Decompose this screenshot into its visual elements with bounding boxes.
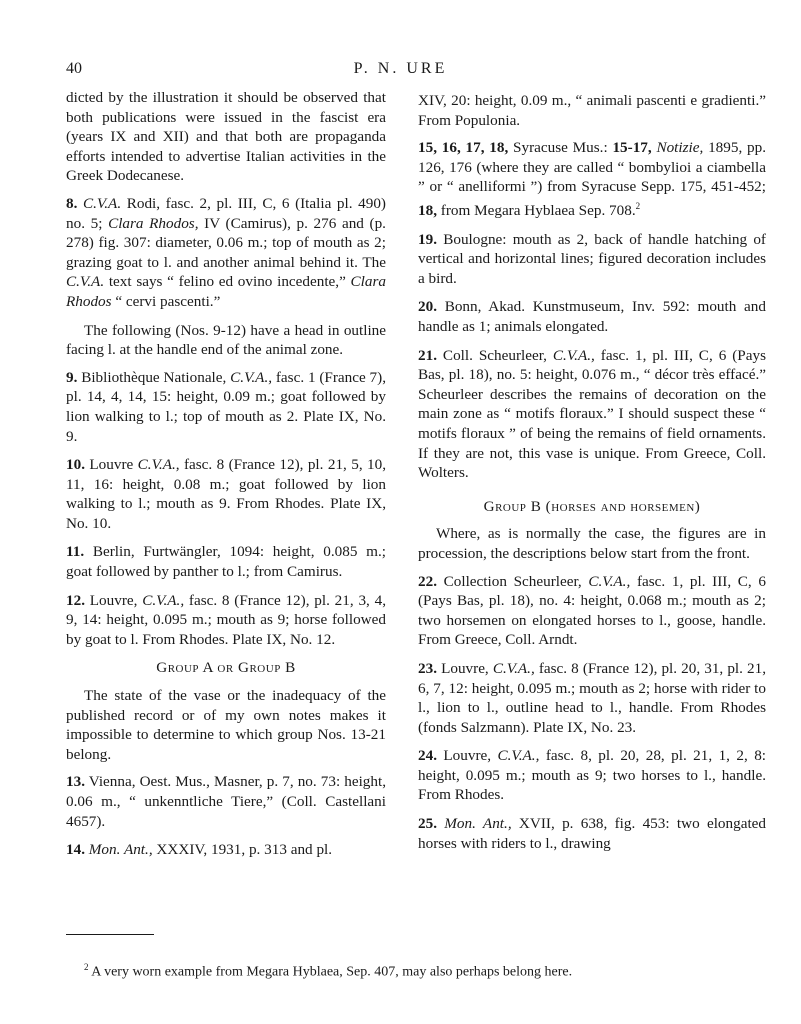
entry-11 bbox=[66, 542, 386, 581]
section-heading-group-b: Group B (horses and horsemen) bbox=[483, 497, 701, 515]
entry-8 bbox=[66, 194, 386, 312]
entry-19-a: Boulogne: mouth as 2, back of handle hatching of vertical and horizontal lines; figured decoration includes a bird. bbox=[418, 230, 766, 287]
entry-12-b: C.V.A., bbox=[142, 591, 185, 609]
entry-8-e: C.V.A. bbox=[66, 273, 105, 291]
entry-24-a: Louvre, bbox=[436, 747, 498, 765]
entry-22-c: fasc. 1, pl. III, C, 6 (Pays Bas, pl. 18), no. 4: height, 0.068 m.; mouth as 2; two horsemen on elongated horses to l., goose, handle. From Greece, Coll. Arndt. bbox=[418, 572, 766, 649]
entry-number: 8. bbox=[66, 194, 78, 212]
entry-13 bbox=[66, 772, 386, 831]
entry-15-c: Notizie, bbox=[651, 139, 704, 157]
entry-14-b: XXXIV, 1931, p. 313 and pl. bbox=[152, 841, 333, 859]
entry-10 bbox=[66, 455, 386, 533]
entry-9 bbox=[66, 368, 386, 446]
footnote-number: 2 bbox=[84, 962, 89, 972]
entry-8-a: C.V.A. bbox=[77, 194, 122, 212]
entry-number: 11. bbox=[66, 543, 85, 561]
running-head: P. N. URE bbox=[353, 60, 448, 77]
entry-12 bbox=[66, 591, 386, 650]
footnote-text: A very worn example from Megara Hyblaea, Sep. 407, may also perhaps belong here. bbox=[88, 964, 573, 980]
entry-22-a: Collection Scheurleer, bbox=[436, 572, 589, 590]
entry-12-c: fasc. 8 (France 12), pl. 21, 3, 4, 9, 14: height, 0.095 m.; mouth as 9; horse followed by goat to l. From Rhodes. Plate IX, No. 12. bbox=[66, 591, 386, 648]
entry-25-b: XVII, p. 638, fig. 453: two elongated horses with riders to l., drawing bbox=[418, 815, 766, 852]
entry-15-e: 18, bbox=[418, 202, 437, 220]
entry-22-b: C.V.A., bbox=[588, 572, 631, 590]
entry-13-a: Vienna, Oest. Mus., Masner, p. 7, no. 73: height, 0.06 m., “ unkenntliche Tiere,” (Coll. Castellani 4657). bbox=[66, 773, 386, 830]
entry-14-continued: XIV, 20: height, 0.09 m., “ animali pascenti e gradienti.” From Populonia. bbox=[418, 92, 766, 129]
entry-8-d: IV (Camirus), p. 276 and (p. 278) fig. 307: diameter, 0.06 m.; top of mouth as 2; grazing goat to l. and another animal behind it. The bbox=[66, 214, 386, 271]
entry-12-a: Louvre, bbox=[84, 591, 143, 609]
entry-20-a: Bonn, Akad. Kunstmuseum, Inv. 592: mouth and handle as 1; animals elongated. bbox=[418, 298, 766, 335]
where-paragraph: Where, as is normally the case, the figures are in procession, the descriptions below start from the front. bbox=[418, 525, 766, 562]
entry-15-b: 15-17, bbox=[612, 139, 652, 157]
entry-8-b: Rodi, fasc. 2, pl. III, C, 6 (Italia pl. 490) no. 5; bbox=[66, 194, 386, 232]
entry-number: 25. bbox=[418, 815, 437, 833]
entry-15-18 bbox=[418, 138, 766, 220]
entry-11-a: Berlin, Furtwängler, 1094: height, 0.085 m.; goat followed by panther to l.; from Camirus. bbox=[66, 543, 386, 581]
entry-20 bbox=[418, 297, 766, 336]
entry-number: 20. bbox=[418, 298, 437, 316]
entry-number: 19. bbox=[418, 230, 437, 248]
entry-15-d: 1895, pp. 126, 176 (where they are called “ bombylioi a ciambella ” or “ anelliformi ”) from Syracuse Sepp. 175, 451-452; bbox=[418, 139, 767, 196]
entry-8-g: Clara Rhodos bbox=[66, 273, 386, 310]
entry-9-a: Bibliothèque Nationale, bbox=[77, 368, 231, 386]
entry-15-a: Syracuse Mus.: bbox=[508, 139, 613, 157]
entry-19 bbox=[418, 230, 766, 289]
entry-number: 23. bbox=[418, 659, 437, 677]
entry-number: 24. bbox=[418, 747, 437, 765]
entry-22 bbox=[418, 572, 766, 650]
footnote-rule bbox=[66, 934, 154, 935]
entry-23-c: fasc. 8 (France 12), pl. 20, 31, pl. 21, 6, 7, 12: height, 0.095 m.; mouth as 2; horse with rider to l., lion to l., outline head to l., handle. From Rhodes (fonds Salzmann). Plate IX, No. 23. bbox=[418, 659, 767, 736]
state-paragraph: The state of the vase or the inadequacy of the published record or of my own notes makes it impossible to determine to which group Nos. 13-21 belong. bbox=[66, 687, 386, 763]
entry-14 bbox=[66, 840, 386, 860]
following-paragraph: The following (Nos. 9-12) have a head in outline facing l. at the handle end of the animal zone. bbox=[66, 321, 386, 359]
entry-9-c: fasc. 1 (France 7), pl. 14, 4, 14, 15: height, 0.09 m.; goat followed by lion walking to l.; top of mouth as 2. Plate IX, No. 9. bbox=[66, 368, 386, 445]
entry-8-f: text says “ felino ed ovino incedente,” bbox=[104, 273, 351, 291]
footnote-marker: 2 bbox=[635, 200, 641, 211]
entry-23 bbox=[418, 659, 766, 737]
right-column bbox=[418, 91, 766, 862]
entry-8-c: Clara Rhodos, bbox=[108, 214, 199, 232]
entry-23-b: C.V.A., bbox=[492, 659, 535, 677]
entry-21-b: C.V.A., bbox=[552, 346, 595, 364]
footnote bbox=[66, 958, 766, 982]
intro-paragraph: dicted by the illustration it should be observed that both publications were issued in the fascist era (years IX and XII) and that both are propaganda efforts intended to advertise Italian activities in the Greek Dodecanese. bbox=[66, 89, 386, 185]
entry-8-h: “ cervi pascenti.” bbox=[111, 292, 221, 310]
entry-21-a: Coll. Scheurleer, bbox=[436, 346, 553, 364]
entry-number: 9. bbox=[66, 368, 78, 386]
entry-21-c: fasc. 1, pl. III, C, 6 (Pays Bas, pl. 18), no. 5: height, 0.076 m., “ décor très effacé.” Scheurleer describes the remains of decoration on the main zone as “ motifs floraux.” I should suspect these “ motifs floraux ” of being the remains of field ornaments. If they are not, this vase is unique. From Greece, Coll. Wolters. bbox=[418, 346, 766, 482]
entry-number: 22. bbox=[418, 572, 437, 590]
entry-14-a: Mon. Ant., bbox=[84, 841, 153, 859]
entry-25-a: Mon. Ant., bbox=[436, 815, 512, 833]
entry-24-b: C.V.A., bbox=[497, 747, 540, 765]
entry-25 bbox=[418, 814, 766, 853]
entry-24-c: fasc. 8, pl. 20, 28, pl. 21, 1, 2, 8: height, 0.095 m.; mouth as 9; two horses to l., handle. From Rhodes. bbox=[418, 747, 767, 804]
entry-23-a: Louvre, bbox=[436, 659, 493, 677]
entry-10-b: C.V.A., bbox=[137, 456, 180, 474]
entry-21 bbox=[418, 346, 766, 483]
entry-9-b: C.V.A., bbox=[230, 368, 273, 386]
left-column bbox=[66, 88, 386, 869]
entry-10-a: Louvre bbox=[84, 456, 138, 474]
entry-number: 12. bbox=[66, 591, 85, 609]
entry-number: 10. bbox=[66, 456, 85, 474]
entry-number: 14. bbox=[66, 841, 85, 859]
entry-number: 15, 16, 17, 18, bbox=[418, 139, 509, 157]
entry-number: 13. bbox=[66, 773, 85, 791]
entry-number: 21. bbox=[418, 346, 437, 364]
entry-10-c: fasc. 8 (France 12), pl. 21, 5, 10, 11, 16: height, 0.08 m.; goat followed by lion walking to l.; mouth as 9. From Rhodes. Plate IX, No. 10. bbox=[66, 456, 387, 532]
page-number: 40 bbox=[66, 60, 82, 77]
entry-15-f: from Megara Hyblaea Sep. 708. bbox=[436, 202, 636, 220]
section-heading-group-a-or-b: Group A or Group B bbox=[156, 659, 296, 677]
entry-24 bbox=[418, 746, 766, 805]
